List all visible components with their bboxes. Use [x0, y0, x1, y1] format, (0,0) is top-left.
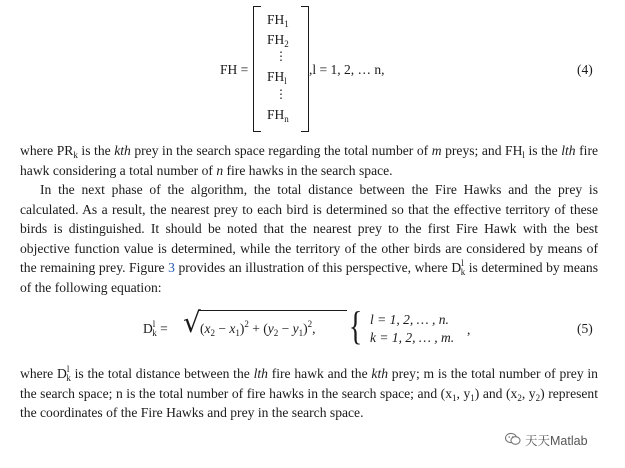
eq4-lhs: FH =	[220, 62, 249, 77]
eq5-number: (5)	[577, 321, 593, 336]
eq5-radicand: $(x_2 - x_1)^2 + (y_2 - y_1)^2$,	[200, 319, 316, 338]
matrix-row-2: $FH_2$	[267, 32, 289, 49]
paragraph-2-text: In the next phase of the algorithm, the total distance between the Fire Hawks and the prey is calculated. As a result, the nearest prey to each bird is determined so that the effective territory of these birds is distinguished. It should be noted that the nearest prey to the first Fire Hawk with the best objective function value is determined, while the territory of the other birds are considered by means of the remaining prey. Figure 3 provides an illustration of this perspective, where $D^l_k$ is determined by means of the following equation:	[20, 182, 598, 295]
matrix-right-bracket	[301, 6, 309, 132]
paragraph-3	[20, 364, 598, 423]
eq4-condition: ,l = 1, 2, … n,	[309, 62, 385, 77]
sqrt-bar	[199, 310, 347, 311]
eq5-cond-k: k = 1, 2, … , m.	[370, 330, 455, 345]
matrix-vdots-2: ⋮	[275, 87, 287, 101]
paragraph-1	[20, 141, 598, 180]
sqrt-symbol: √	[183, 306, 201, 339]
watermark	[505, 431, 588, 451]
paragraph-1-text: where $PR_k$ is the kth prey in the search space regarding the total number of m preys; and $FH_l$ is the lth fire hawk considering a total number of n fire hawks in the search space.	[20, 143, 599, 178]
matrix-vdots-1: ⋮	[275, 49, 287, 63]
matrix-row-1: $FH_1$	[267, 12, 289, 29]
matrix-row-l: $FH_l$	[267, 69, 287, 86]
paragraph-2	[20, 180, 598, 298]
figure-3-link[interactable]: 3	[168, 260, 175, 276]
eq5-brace: {	[348, 303, 363, 348]
paragraph-3-text: where $D^l_k$ is the total distance between the lth fire hawk and the kth prey; m is the total number of prey in the search space; n is the total number of fire hawks in the search space; and ($x_1$, $y_1$) and ($x_2$, $y_2$) represent the coordinates of the Fire Hawks and prey in the search space.	[20, 364, 599, 421]
matrix-row-n: $FH_n$	[267, 107, 289, 124]
eq5-lhs: $D^l_k$ =	[143, 319, 168, 338]
matrix-left-bracket	[253, 6, 261, 132]
watermark-text: 天天Matlab	[525, 434, 588, 448]
wechat-icon	[505, 432, 521, 451]
eq4-number: (4)	[577, 62, 593, 77]
eq5-cond-l: l = 1, 2, … , n.	[370, 312, 449, 327]
